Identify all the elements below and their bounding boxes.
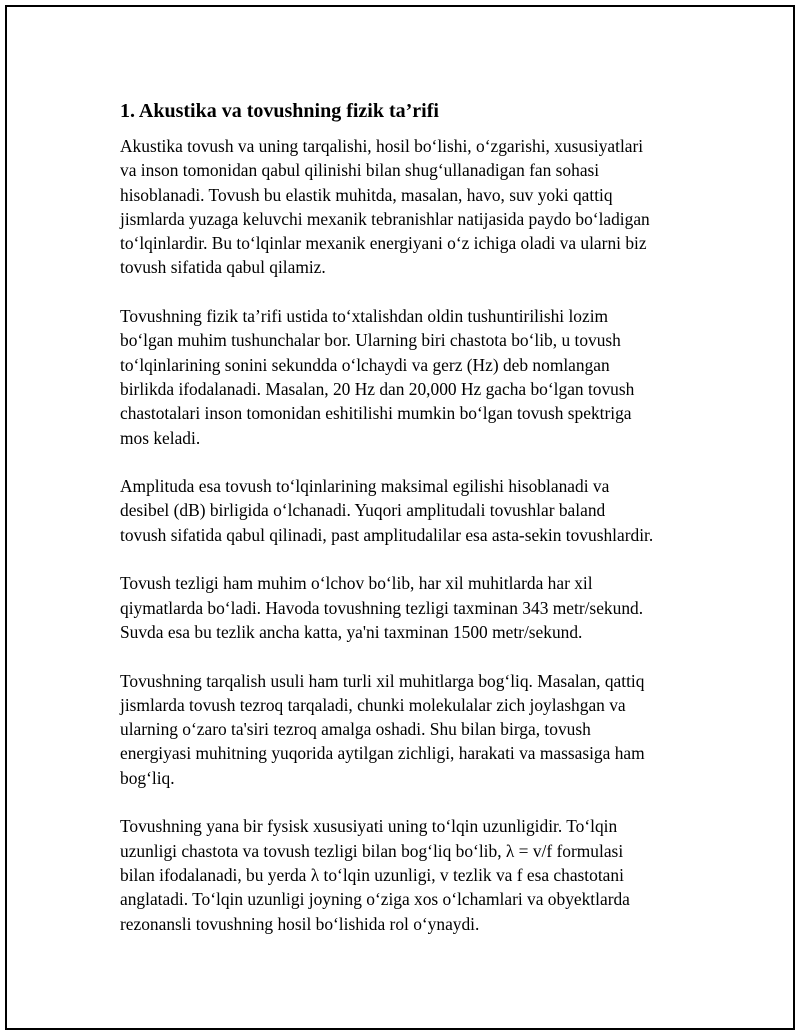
paragraph-1	[120, 134, 692, 280]
paragraph-6	[120, 814, 692, 935]
paragraph-3	[120, 474, 692, 547]
text-line: jismlarda yuzaga keluvchi mexanik tebranishlar natijasida paydo bo‘ladigan	[120, 208, 650, 229]
text-line: qiymatlarda bo‘ladi. Havoda tovushning tezligi taxminan 343 metr/sekund.	[120, 597, 644, 618]
paragraph-4	[120, 571, 692, 644]
text-line: bilan ifodalanadi, bu yerda λ to‘lqin uzunligi, v tezlik va f esa chastotani	[120, 864, 624, 885]
text-line: tovush sifatida qabul qilinadi, past amplitudalilar esa asta-sekin tovushlardir.	[120, 524, 654, 545]
text-line: Amplituda esa tovush to‘lqinlarining maksimal egilishi hisoblanadi va	[120, 476, 610, 497]
text-line: uzunligi chastota va tovush tezligi bilan bog‘liq bo‘lib, λ = v/f formulasi	[120, 840, 624, 861]
text-line: bo‘lgan muhim tushunchalar bor. Ularning biri chastota bo‘lib, u tovush	[120, 330, 621, 351]
text-line: rezonansli tovushning hosil bo‘lishida rol o‘ynaydi.	[120, 913, 480, 934]
text-line: mos keladi.	[120, 427, 201, 448]
text-line: Suvda esa bu tezlik ancha katta, ya'ni taxminan 1500 metr/sekund.	[120, 621, 583, 642]
document-body	[120, 98, 692, 960]
text-line: Tovush tezligi ham muhim o‘lchov bo‘lib, har xil muhitlarda har xil	[120, 573, 593, 594]
text-line: Tovushning tarqalish usuli ham turli xil muhitlarga bog‘liq. Masalan, qattiq	[120, 670, 645, 691]
text-line: Tovushning yana bir fysisk xususiyati uning to‘lqin uzunligidir. To‘lqin	[120, 816, 618, 837]
text-line: Tovushning fizik ta’rifi ustida to‘xtalishdan oldin tushuntirilishi lozim	[120, 306, 609, 327]
text-line: Akustika tovush va uning tarqalishi, hosil bo‘lishi, o‘zgarishi, xususiyatlari	[120, 136, 644, 156]
text-line: to‘lqinlardir. Bu to‘lqinlar mexanik energiyani o‘z ichiga oladi va ularni biz	[120, 233, 647, 254]
paragraph-5	[120, 669, 692, 790]
text-line: jismlarda tovush tezroq tarqaladi, chunki molekulalar zich joylashgan va	[120, 694, 626, 715]
text-line: ularning o‘zaro ta'siri tezroq amalga oshadi. Shu bilan birga, tovush	[120, 719, 591, 740]
text-line: va inson tomonidan qabul qilinishi bilan shug‘ullanadigan fan sohasi	[120, 160, 600, 181]
text-line: desibel (dB) birligida o‘lchanadi. Yuqori amplitudali tovushlar baland	[120, 500, 606, 521]
text-line: anglatadi. To‘lqin uzunligi joyning o‘ziga xos o‘lchamlari va obyektlarda	[120, 889, 630, 910]
paragraph-2	[120, 304, 692, 450]
text-line: birlikda ifodalanadi. Masalan, 20 Hz dan 20,000 Hz gacha bo‘lgan tovush	[120, 378, 635, 399]
section-heading: 1. Akustika va tovushning fizik ta’rifi	[120, 100, 439, 122]
text-line: to‘lqinlarining sonini sekundda o‘lchaydi va gerz (Hz) deb nomlangan	[120, 354, 610, 375]
text-line: energiyasi muhitning yuqorida aytilgan zichligi, harakati va massasiga ham	[120, 743, 645, 764]
text-line: bog‘liq.	[120, 767, 175, 788]
page-frame	[5, 5, 795, 1030]
text-line: hisoblanadi. Tovush bu elastik muhitda, masalan, havo, suv yoki qattiq	[120, 184, 613, 205]
text-line: tovush sifatida qabul qilamiz.	[120, 257, 326, 278]
text-line: chastotalari inson tomonidan eshitilishi mumkin bo‘lgan tovush spektriga	[120, 403, 632, 424]
